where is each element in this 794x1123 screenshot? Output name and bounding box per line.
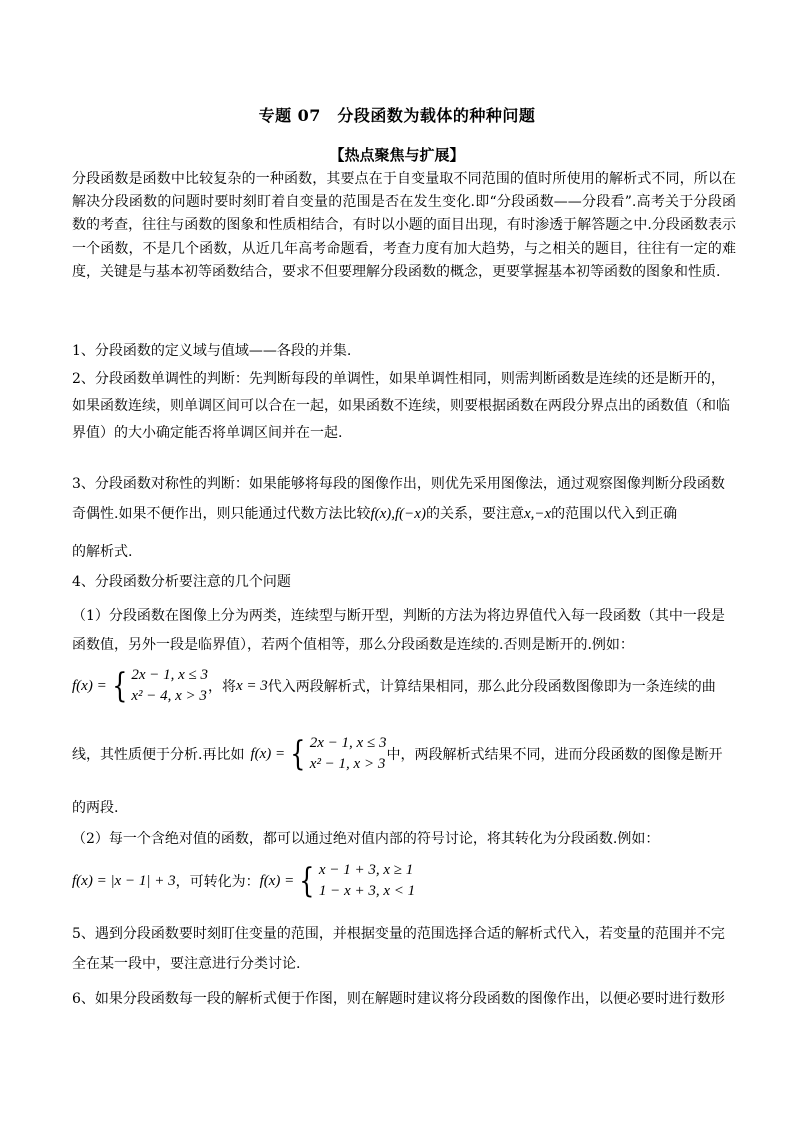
ex2-cases	[310, 733, 387, 775]
point-2: 2、分段函数单调性的判断：先判断每段的单调性，如果单调性相同，则需判断函数是连续的还是断开的，如果函数连续，则单调区间可以合在一起，如果函数不连续，则要根据函数在两段分界点出的函数值（和临界值）的大小确定能否将单调区间并在一起.	[72, 371, 730, 441]
point-3-text-c: 的范围以代入到正确	[551, 506, 678, 522]
section-heading: 【热点聚焦与扩展】	[329, 146, 465, 164]
ex3-lhs: f(x) = |x − 1| + 3	[72, 872, 176, 889]
ex1-case-1: 2x − 1, x ≤ 3	[131, 667, 208, 683]
left-brace: {	[111, 666, 128, 706]
ex3-cases	[319, 860, 415, 902]
point-4-2: （2）每一个含绝对值的函数，都可以通过绝对值内部的符号讨论，将其转化为分段函数.例如：	[72, 831, 660, 847]
math-x-range: x,−x	[523, 506, 552, 522]
math-f-compare: f(x),f(−x)	[370, 506, 426, 522]
ex3-lhs-2: f(x) =	[259, 872, 295, 889]
point-3-line2	[72, 503, 736, 523]
point-3-text-a: 奇偶性.如果不便作出，则只能通过代数方法比较	[72, 506, 371, 522]
page-title: 专题 07 分段函数为载体的种种问题	[258, 106, 536, 125]
ex1-cases	[131, 665, 208, 707]
ex1-text-a: ，将	[208, 679, 236, 695]
ex2-text-a: 线，其性质便于分析.再比如	[72, 747, 245, 763]
example-3	[72, 860, 415, 902]
example-1	[72, 665, 716, 707]
ex2-case-1: 2x − 1, x ≤ 3	[309, 735, 387, 751]
point-3-line3: 的解析式.	[72, 544, 133, 560]
ex1-lhs: f(x) =	[72, 677, 107, 694]
ex1-text-b: 代入两段解析式，计算结果相同，那么此分段函数图像即为一条连续的曲	[267, 679, 716, 695]
example-2-end: 的两段.	[72, 800, 119, 816]
intro-paragraph: 分段函数是函数中比较复杂的一种函数，其要点在于自变量取不同范围的值时所使用的解析式不同，所以在解决分段函数的问题时要时刻盯着自变量的范围是否在发生变化.即“分段函数——分段看”.高考关于分段函数的考查，往往与函数的图象和性质相结合，有时以小题的面目出现，有时渗透于解答题之中.分段函数表示一个函数，不是几个函数，从近几年高考命题看，考查力度有加大趋势，与之相关的题目，往往有一定的难度，关键是与基本初等函数结合，要求不但要理解分段函数的概念，更要掌握基本初等函数的图象和性质.	[72, 171, 736, 280]
ex2-lhs: f(x) =	[250, 745, 286, 762]
point-3-line1: 3、分段函数对称性的判断：如果能够将每段的图像作出，则优先采用图像法，通过观察图像判断分段函数	[72, 476, 725, 492]
ex3-text: ，可转化为：	[175, 874, 260, 890]
point-4: 4、分段函数分析要注意的几个问题	[72, 574, 291, 590]
example-2	[72, 733, 722, 775]
point-4-1-line2: 函数值，另外一段是临界值），若两个值相等，那么分段函数是连续的.否则是断开的.例如：	[72, 637, 634, 653]
point-5-line1: 5、遇到分段函数要时刻盯住变量的范围，并根据变量的范围选择合适的解析式代入，若变量的范围并不完	[72, 926, 725, 942]
ex3-case-1: x − 1 + 3, x ≥ 1	[318, 862, 414, 878]
point-5-line2: 全在某一段中，要注意进行分类讨论.	[72, 956, 301, 972]
ex2-case-2: x² − 1, x > 3	[309, 756, 386, 772]
point-3-text-b: 的关系，要注意	[425, 506, 524, 522]
point-6: 6、如果分段函数每一段的解析式便于作图，则在解题时建议将分段函数的图像作出，以便必要时进行数形	[72, 991, 725, 1007]
left-brace: {	[299, 861, 315, 901]
ex2-text-b: 中，两段解析式结果不同，进而分段函数的图像是断开	[386, 747, 723, 763]
point-1: 1、分段函数的定义域与值域——各段的并集.	[72, 343, 352, 359]
ex1-case-2: x² − 4, x > 3	[131, 688, 207, 704]
ex3-case-2: 1 − x + 3, x < 1	[318, 883, 416, 899]
point-4-1-line1: （1）分段函数在图像上分为两类，连续型与断开型，判断的方法为将边界值代入每一段函数（其中一段是	[72, 608, 725, 624]
left-brace: {	[290, 734, 306, 774]
ex1-math: x = 3	[236, 677, 268, 694]
